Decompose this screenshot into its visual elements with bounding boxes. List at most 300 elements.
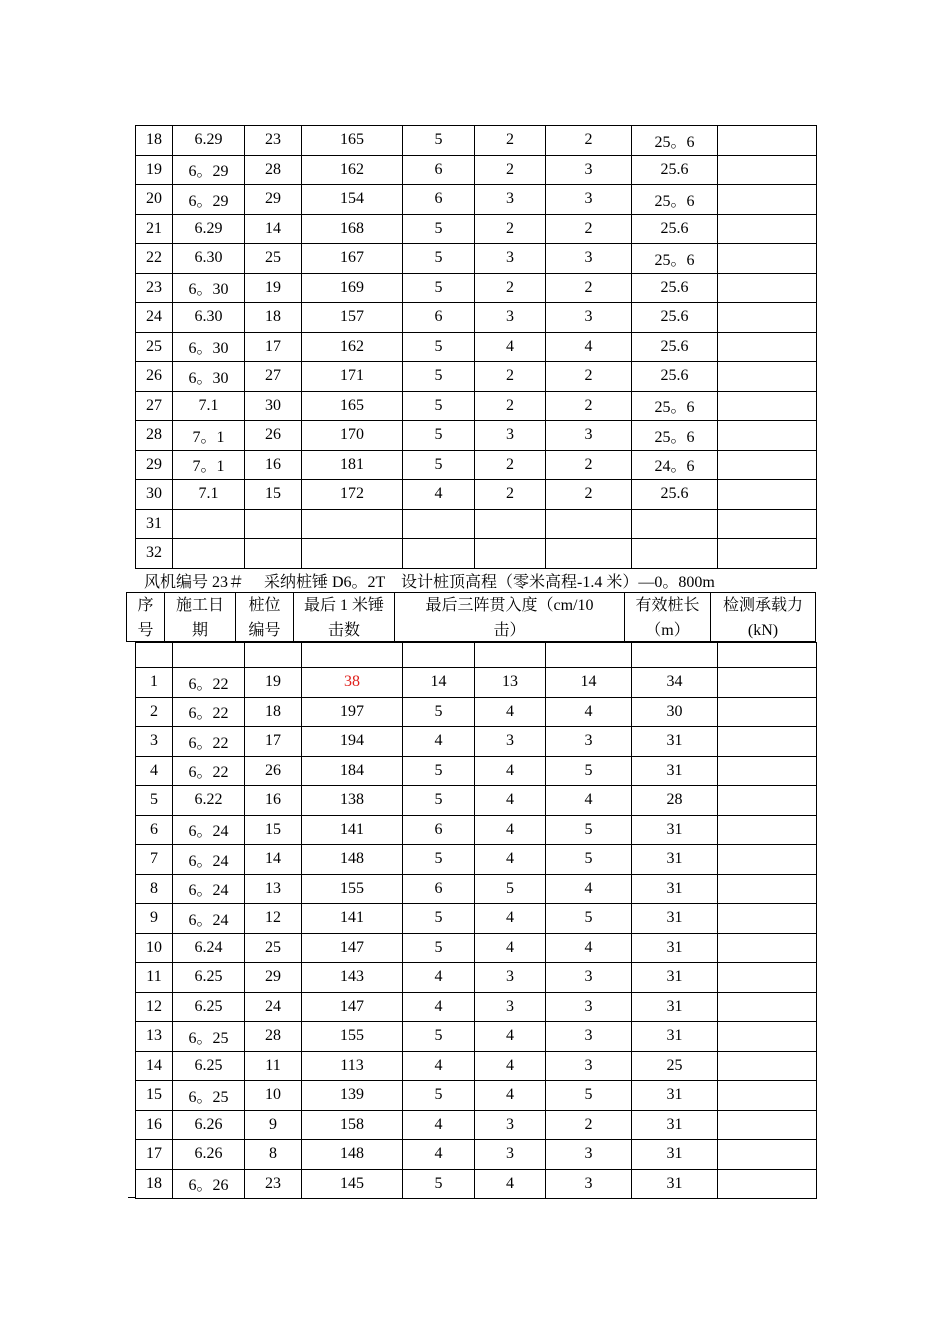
- table-cell: [718, 904, 817, 934]
- header-seq: 序 号: [126, 592, 164, 642]
- table-cell: 12: [136, 992, 173, 1022]
- table-cell: 25.6: [632, 155, 718, 185]
- table-cell: 3: [546, 992, 632, 1022]
- table-cell: [245, 509, 302, 539]
- table-cell: 3: [546, 155, 632, 185]
- table-cell: 4: [403, 1051, 475, 1081]
- table-cell: 2: [546, 450, 632, 480]
- table-cell: [718, 845, 817, 875]
- table-cell: 14: [403, 668, 475, 698]
- table-cell: 4: [475, 1022, 546, 1052]
- table-cell: [403, 643, 475, 668]
- table-cell: 6。30: [173, 273, 245, 303]
- table-row: [136, 303, 817, 333]
- table-row: [136, 1169, 817, 1199]
- table-row: [136, 786, 817, 816]
- table-cell: 155: [302, 874, 403, 904]
- table-cell: 165: [302, 391, 403, 421]
- table-cell: [546, 509, 632, 539]
- table-cell: [718, 1140, 817, 1170]
- table-cell: 5: [546, 845, 632, 875]
- table-cell: [632, 643, 718, 668]
- table-cell: 2: [546, 362, 632, 392]
- table-cell: 25。6: [632, 126, 718, 156]
- table-row: [136, 185, 817, 215]
- table-row: [136, 874, 817, 904]
- table-cell: 143: [302, 963, 403, 993]
- table-cell: 5: [546, 1081, 632, 1111]
- table-cell: [718, 643, 817, 668]
- table-cell: 5: [403, 786, 475, 816]
- table-row: [136, 509, 817, 539]
- pile-record-table-turbine-23: [135, 642, 817, 1199]
- table-cell: [403, 539, 475, 569]
- table-cell: 5: [403, 1169, 475, 1199]
- table-cell: 25.6: [632, 303, 718, 333]
- table-cell: 25。6: [632, 421, 718, 451]
- table-cell: 147: [302, 992, 403, 1022]
- table-row: [136, 992, 817, 1022]
- table-cell: 16: [136, 1110, 173, 1140]
- table-cell: 5: [136, 786, 173, 816]
- table-cell: 2: [546, 126, 632, 156]
- table-cell: [718, 509, 817, 539]
- table-cell: 30: [632, 697, 718, 727]
- table-cell: 6.26: [173, 1140, 245, 1170]
- turbine-info-caption: 风机编号 23＃ 采纳桩锤 D6。2T 设计桩顶高程（零米高程-1.4 米）—0。800m: [144, 574, 715, 591]
- table-cell: 5: [403, 244, 475, 274]
- table-cell: [718, 303, 817, 333]
- table-row: [136, 963, 817, 993]
- table-row: [136, 904, 817, 934]
- table-cell: [136, 643, 173, 668]
- table-cell: 6。24: [173, 815, 245, 845]
- table-cell: 13: [475, 668, 546, 698]
- table-cell: 4: [403, 480, 475, 510]
- table-cell: [245, 539, 302, 569]
- table-cell: 5: [403, 697, 475, 727]
- table-cell: 31: [632, 963, 718, 993]
- table-cell: 24: [245, 992, 302, 1022]
- table-cell: [718, 727, 817, 757]
- table-cell: 25.6: [632, 480, 718, 510]
- table-cell: 6.30: [173, 303, 245, 333]
- table-cell: 13: [245, 874, 302, 904]
- table-cell: 29: [245, 963, 302, 993]
- table-cell: [718, 362, 817, 392]
- table-cell: 4: [475, 904, 546, 934]
- table-cell: 23: [245, 1169, 302, 1199]
- table-cell: 17: [136, 1140, 173, 1170]
- table-cell: 6: [403, 155, 475, 185]
- table-cell: [718, 244, 817, 274]
- table-cell: [718, 786, 817, 816]
- table-cell: 3: [546, 1051, 632, 1081]
- pile-record-table-continued: [135, 125, 817, 569]
- table-cell: 19: [245, 668, 302, 698]
- table-cell: 162: [302, 155, 403, 185]
- table-row: [136, 126, 817, 156]
- table-cell: 4: [475, 1051, 546, 1081]
- table-cell: 26: [245, 756, 302, 786]
- table-cell: [718, 273, 817, 303]
- table-cell: 12: [245, 904, 302, 934]
- table-cell: 2: [475, 214, 546, 244]
- table-cell: 3: [546, 727, 632, 757]
- table-cell: 2: [475, 450, 546, 480]
- page-edge-mark: [128, 1197, 136, 1198]
- table-cell: 7。1: [173, 450, 245, 480]
- table-cell: [632, 509, 718, 539]
- table-cell: 138: [302, 786, 403, 816]
- table-cell: 3: [546, 1169, 632, 1199]
- table-cell: [173, 509, 245, 539]
- table-cell: 34: [632, 668, 718, 698]
- table-cell: 194: [302, 727, 403, 757]
- table-cell: 31: [632, 727, 718, 757]
- table-cell: 25。6: [632, 391, 718, 421]
- table-cell: 25.6: [632, 214, 718, 244]
- table-cell: 16: [245, 786, 302, 816]
- table-cell: 4: [546, 697, 632, 727]
- table-cell: 14: [245, 214, 302, 244]
- table-cell: 6.25: [173, 1051, 245, 1081]
- table-cell: [718, 391, 817, 421]
- table-cell: 5: [403, 421, 475, 451]
- table-cell: 25。6: [632, 244, 718, 274]
- table-cell: 4: [475, 332, 546, 362]
- table-cell: 27: [136, 391, 173, 421]
- table-cell: 6。22: [173, 756, 245, 786]
- table-cell: 2: [546, 391, 632, 421]
- table-cell: 10: [245, 1081, 302, 1111]
- table-cell: 158: [302, 1110, 403, 1140]
- table-row: [136, 539, 817, 569]
- table-cell: 4: [475, 697, 546, 727]
- table-cell: [718, 992, 817, 1022]
- table-cell: 6: [403, 874, 475, 904]
- table-cell: [718, 185, 817, 215]
- table-row: [136, 214, 817, 244]
- table-cell: 4: [546, 786, 632, 816]
- table-cell: 6: [136, 815, 173, 845]
- table-cell: 5: [403, 933, 475, 963]
- table-cell: 15: [136, 1081, 173, 1111]
- table-cell: [718, 697, 817, 727]
- table-cell: 5: [403, 904, 475, 934]
- table-cell: 2: [546, 214, 632, 244]
- table-row: [136, 845, 817, 875]
- table-cell: 1: [136, 668, 173, 698]
- table-cell: 6: [403, 303, 475, 333]
- table-cell: 6。24: [173, 874, 245, 904]
- table-cell: 4: [475, 1081, 546, 1111]
- table-cell: 31: [632, 874, 718, 904]
- table-cell: 3: [475, 1110, 546, 1140]
- table-cell: 171: [302, 362, 403, 392]
- table-cell: 5: [403, 1081, 475, 1111]
- table-cell: 4: [403, 1140, 475, 1170]
- table-cell: 3: [475, 963, 546, 993]
- table-cell: 5: [403, 362, 475, 392]
- table-cell: [718, 756, 817, 786]
- table-cell: [475, 539, 546, 569]
- table-cell: 3: [475, 421, 546, 451]
- table-cell: 5: [403, 214, 475, 244]
- table-cell: 2: [475, 391, 546, 421]
- table-cell: 2: [546, 1110, 632, 1140]
- table-cell: [546, 539, 632, 569]
- table-cell: 5: [546, 904, 632, 934]
- table-row: [136, 155, 817, 185]
- table-cell: 19: [245, 273, 302, 303]
- table-cell: [475, 509, 546, 539]
- table-cell: 32: [136, 539, 173, 569]
- table-cell: 5: [403, 756, 475, 786]
- table-cell: 24。6: [632, 450, 718, 480]
- table-cell: 25.6: [632, 362, 718, 392]
- table-cell: 21: [136, 214, 173, 244]
- table-cell: 6。30: [173, 362, 245, 392]
- table-cell: 6: [403, 815, 475, 845]
- table-cell: 13: [136, 1022, 173, 1052]
- table-cell: [302, 539, 403, 569]
- header-effective-length: 有效桩长 （m）: [624, 592, 710, 642]
- table-row: [136, 815, 817, 845]
- table-cell: [718, 1110, 817, 1140]
- table-cell: 25.6: [632, 273, 718, 303]
- table-cell: 7.1: [173, 391, 245, 421]
- table-cell: 31: [632, 1022, 718, 1052]
- table-cell: 3: [546, 185, 632, 215]
- table-cell: [718, 480, 817, 510]
- table-cell: 5: [403, 126, 475, 156]
- table-cell: 6.30: [173, 244, 245, 274]
- table-cell: 6.29: [173, 126, 245, 156]
- table-cell: 157: [302, 303, 403, 333]
- table-cell: [718, 1051, 817, 1081]
- table-cell: 8: [245, 1140, 302, 1170]
- table-cell: 6.26: [173, 1110, 245, 1140]
- table-cell: 3: [475, 727, 546, 757]
- table-cell: 22: [136, 244, 173, 274]
- table-cell: [718, 539, 817, 569]
- table-cell: 4: [475, 845, 546, 875]
- table-cell: 31: [632, 1081, 718, 1111]
- table-cell: 4: [403, 1110, 475, 1140]
- table-cell: 3: [475, 303, 546, 333]
- table-cell: 7.1: [173, 480, 245, 510]
- table-cell: [718, 214, 817, 244]
- table-row: [136, 727, 817, 757]
- table-cell: 8: [136, 874, 173, 904]
- table-cell: 6。22: [173, 727, 245, 757]
- table-cell: 14: [245, 845, 302, 875]
- table-cell: 3: [475, 1140, 546, 1170]
- table-cell: 9: [136, 904, 173, 934]
- table-cell: 3: [475, 185, 546, 215]
- table-cell: 5: [403, 332, 475, 362]
- table-cell: 5: [403, 1022, 475, 1052]
- table-row: [136, 273, 817, 303]
- table-cell: 3: [546, 963, 632, 993]
- table-cell: 5: [403, 391, 475, 421]
- table-cell: 4: [403, 992, 475, 1022]
- table-cell: 2: [475, 480, 546, 510]
- table-cell: 15: [245, 815, 302, 845]
- table-cell: 2: [546, 480, 632, 510]
- header-pile-position: 桩位 编号: [235, 592, 293, 642]
- table-cell: 28: [136, 421, 173, 451]
- table-cell: 5: [475, 874, 546, 904]
- table-cell: 4: [546, 332, 632, 362]
- table-cell: 3: [546, 421, 632, 451]
- table-cell: 4: [403, 727, 475, 757]
- table-cell: 14: [546, 668, 632, 698]
- table-cell: 6。24: [173, 845, 245, 875]
- header-date: 施工日 期: [164, 592, 235, 642]
- table-cell: 15: [245, 480, 302, 510]
- table-cell: [718, 1169, 817, 1199]
- table-cell: [718, 933, 817, 963]
- table-cell: [546, 643, 632, 668]
- table-cell: 154: [302, 185, 403, 215]
- table-cell: 165: [302, 126, 403, 156]
- table-cell: 10: [136, 933, 173, 963]
- table-cell: 4: [403, 963, 475, 993]
- table-cell: [302, 643, 403, 668]
- table-cell: [302, 509, 403, 539]
- table-cell: 3: [546, 303, 632, 333]
- table-cell: 31: [136, 509, 173, 539]
- table-cell: 145: [302, 1169, 403, 1199]
- table-cell: 3: [546, 1022, 632, 1052]
- table-cell: 18: [136, 126, 173, 156]
- table-cell: 26: [136, 362, 173, 392]
- table-cell: 4: [475, 756, 546, 786]
- table-cell: 3: [136, 727, 173, 757]
- table-cell: 27: [245, 362, 302, 392]
- table-cell: 18: [136, 1169, 173, 1199]
- table-cell: 141: [302, 815, 403, 845]
- table-cell: 139: [302, 1081, 403, 1111]
- table-cell: 31: [632, 845, 718, 875]
- table-cell: [173, 539, 245, 569]
- table-cell: [403, 509, 475, 539]
- table-cell: 30: [245, 391, 302, 421]
- table-cell: 28: [245, 1022, 302, 1052]
- table-cell: 3: [475, 244, 546, 274]
- table-cell: 25: [136, 332, 173, 362]
- table-cell: 141: [302, 904, 403, 934]
- table-cell: 197: [302, 697, 403, 727]
- table-cell: 113: [302, 1051, 403, 1081]
- table-cell: 162: [302, 332, 403, 362]
- table-cell: 18: [245, 303, 302, 333]
- table-cell: [173, 643, 245, 668]
- header-bearing-capacity: 检测承载力 (kN): [710, 592, 816, 642]
- table-cell: 5: [403, 450, 475, 480]
- table-cell: 29: [136, 450, 173, 480]
- table-cell: 155: [302, 1022, 403, 1052]
- table-row: [136, 480, 817, 510]
- table-cell: 4: [546, 874, 632, 904]
- table-cell: [718, 126, 817, 156]
- table-cell: 11: [245, 1051, 302, 1081]
- table-cell: 4: [136, 756, 173, 786]
- table-cell: 25。6: [632, 185, 718, 215]
- table-cell: 147: [302, 933, 403, 963]
- table-cell: 6。25: [173, 1022, 245, 1052]
- flagged-blow-count: 38: [302, 668, 403, 698]
- table-row: [136, 697, 817, 727]
- table-cell: 9: [245, 1110, 302, 1140]
- table-cell: 11: [136, 963, 173, 993]
- table-cell: [718, 815, 817, 845]
- table-cell: 2: [475, 155, 546, 185]
- table-cell: 6。22: [173, 668, 245, 698]
- table-cell: 148: [302, 1140, 403, 1170]
- table-cell: 26: [245, 421, 302, 451]
- table-cell: 25: [632, 1051, 718, 1081]
- header-last-meter-blows: 最后 1 米锤 击数: [293, 592, 394, 642]
- table-cell: [718, 874, 817, 904]
- table-cell: [718, 421, 817, 451]
- table-cell: [718, 963, 817, 993]
- table-row: [136, 933, 817, 963]
- table-cell: [718, 450, 817, 480]
- table-cell: 18: [245, 697, 302, 727]
- table-cell: 23: [136, 273, 173, 303]
- table-cell: 2: [475, 126, 546, 156]
- table-cell: 24: [136, 303, 173, 333]
- table-cell: 23: [245, 126, 302, 156]
- table-cell: 6.22: [173, 786, 245, 816]
- table-cell: 184: [302, 756, 403, 786]
- table-cell: 170: [302, 421, 403, 451]
- table-row: [136, 450, 817, 480]
- table-cell: 30: [136, 480, 173, 510]
- table-cell: 25.6: [632, 332, 718, 362]
- table-row: [136, 1140, 817, 1170]
- table-cell: 4: [475, 1169, 546, 1199]
- table-cell: 29: [245, 185, 302, 215]
- table-row: [136, 668, 817, 698]
- table-cell: 168: [302, 214, 403, 244]
- table-cell: [632, 539, 718, 569]
- table-cell: 4: [475, 815, 546, 845]
- table-row: [136, 756, 817, 786]
- table-cell: 6。30: [173, 332, 245, 362]
- table-cell: 31: [632, 1110, 718, 1140]
- table-cell: [718, 155, 817, 185]
- table-cell: [718, 332, 817, 362]
- table-cell: 2: [136, 697, 173, 727]
- table-cell: 4: [475, 933, 546, 963]
- table-cell: 2: [475, 362, 546, 392]
- table-cell: 31: [632, 815, 718, 845]
- table-cell: 28: [632, 786, 718, 816]
- table-cell: 6.25: [173, 992, 245, 1022]
- table-cell: 6.29: [173, 214, 245, 244]
- table-row: [136, 1022, 817, 1052]
- header-penetration: 最后三阵贯入度（cm/10 击）: [394, 592, 624, 642]
- table-cell: 5: [546, 815, 632, 845]
- table-cell: 3: [475, 992, 546, 1022]
- table-row: [136, 1110, 817, 1140]
- table-cell: 16: [245, 450, 302, 480]
- table-cell: [718, 1081, 817, 1111]
